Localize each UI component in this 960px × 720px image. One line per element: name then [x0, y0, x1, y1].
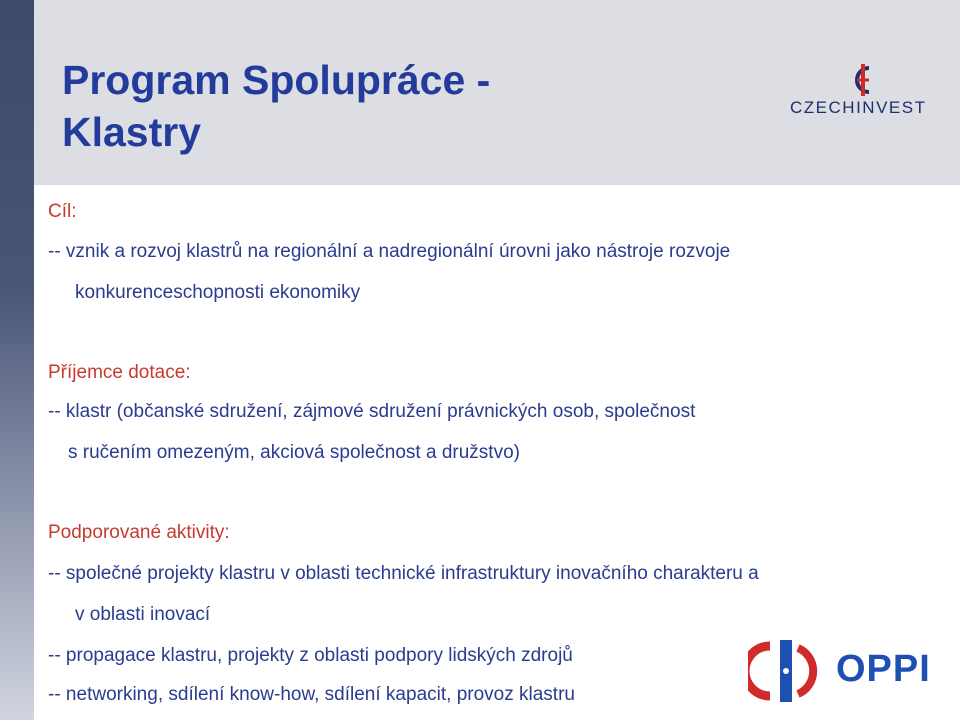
- activities-line-1: -- společné projekty klastru v oblasti technické infrastruktury inovačního charakteru a: [48, 563, 759, 584]
- goal-line-2: konkurenceschopnosti ekonomiky: [75, 282, 361, 303]
- oppi-wordmark: OPPI: [836, 648, 931, 690]
- czechinvest-wordmark-invest: INVEST: [856, 98, 927, 117]
- activities-heading: Podporované aktivity:: [48, 522, 230, 543]
- activities-line-3: -- propagace klastru, projekty z oblasti podpory lidských zdrojů: [48, 645, 573, 666]
- recipient-line-2: s ručením omezeným, akciová společnost a družstvo): [68, 442, 520, 463]
- goal-heading: Cíl:: [48, 201, 77, 222]
- oppi-emblem-icon: [748, 636, 828, 706]
- recipient-heading: Příjemce dotace:: [48, 362, 191, 383]
- recipient-line-1: -- klastr (občanské sdružení, zájmové sdružení právnických osob, společnost: [48, 401, 696, 422]
- slide-title-line-2: Klastry: [62, 109, 202, 155]
- activities-line-4: -- networking, sdílení know-how, sdílení kapacit, provoz klastru: [48, 684, 575, 705]
- oppi-logo: [748, 636, 943, 706]
- slide-title-line-1: Program Spolupráce -: [62, 57, 491, 103]
- activities-line-2: v oblasti inovací: [75, 604, 211, 625]
- goal-line-1: -- vznik a rozvoj klastrů na regionální a nadregionální úrovni jako nástroje rozvoje: [48, 241, 731, 262]
- czechinvest-wordmark-czech: CZECH: [790, 98, 857, 117]
